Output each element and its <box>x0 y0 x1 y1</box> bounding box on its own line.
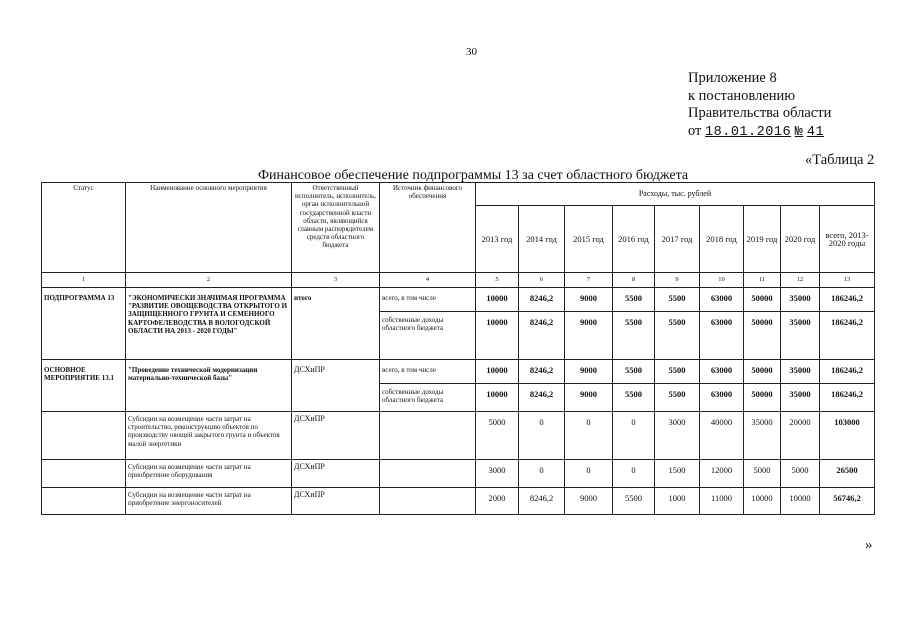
number-value: 41 <box>806 124 825 140</box>
value-cell: 5500 <box>655 312 700 360</box>
table-row <box>42 412 875 460</box>
header-measure: Наименование основного мероприятия <box>126 183 292 273</box>
index-cell: 1 <box>42 273 126 288</box>
value-cell: 50000 <box>744 384 781 412</box>
index-cell: 6 <box>519 273 565 288</box>
status-cell: ПОДПРОГРАММА 13 <box>42 288 126 360</box>
header-year-2019: 2019 год <box>744 206 781 273</box>
source-cell: собственные доходы областного бюджета <box>380 312 476 360</box>
index-cell: 7 <box>565 273 613 288</box>
value-cell: 8246,2 <box>519 488 565 515</box>
header-status: Статус <box>42 183 126 273</box>
value-cell: 2000 <box>476 488 519 515</box>
value-cell: 186246,2 <box>820 312 875 360</box>
index-row <box>42 273 875 288</box>
value-cell: 10000 <box>744 488 781 515</box>
value-cell: 0 <box>613 412 655 460</box>
value-cell: 0 <box>613 460 655 488</box>
value-cell: 3000 <box>655 412 700 460</box>
value-cell: 10000 <box>476 360 519 384</box>
page-number: 30 <box>466 46 477 58</box>
value-cell: 10000 <box>476 312 519 360</box>
table-row <box>42 488 875 515</box>
header-year-2013: 2013 год <box>476 206 519 273</box>
value-cell: 12000 <box>700 460 744 488</box>
value-cell: 8246,2 <box>519 312 565 360</box>
value-cell: 10000 <box>476 288 519 312</box>
value-cell: 35000 <box>781 384 820 412</box>
value-cell: 8246,2 <box>519 384 565 412</box>
index-cell: 13 <box>820 273 875 288</box>
header-year-2017: 2017 год <box>655 206 700 273</box>
header-row-1 <box>42 183 875 206</box>
measure-cell: "Проведение технической модернизации материально-технической базы" <box>126 360 292 412</box>
appendix-line-3: Правительства области <box>688 105 832 121</box>
table-row <box>42 460 875 488</box>
header-executor: Ответственный исполнитель, исполнитель, орган исполнительной государственной власти области, являющийся главным распорядителем средств областного бюджета <box>292 183 380 273</box>
appendix-header <box>688 70 831 141</box>
index-cell: 8 <box>613 273 655 288</box>
value-cell: 26500 <box>820 460 875 488</box>
value-cell: 5000 <box>744 460 781 488</box>
value-cell: 3000 <box>476 460 519 488</box>
value-cell: 50000 <box>744 312 781 360</box>
date-value: 18.01.2016 <box>705 124 792 140</box>
number-prefix: № <box>794 124 804 140</box>
table-row <box>42 360 875 384</box>
value-cell: 5500 <box>613 488 655 515</box>
appendix-line-2: к постановлению <box>688 87 796 104</box>
value-cell: 5500 <box>613 384 655 412</box>
value-cell: 9000 <box>565 312 613 360</box>
value-cell: 10000 <box>781 488 820 515</box>
value-cell: 9000 <box>565 288 613 312</box>
source-cell <box>380 488 476 515</box>
value-cell: 5500 <box>613 288 655 312</box>
header-year-2015: 2015 год <box>565 206 613 273</box>
value-cell: 8246,2 <box>519 288 565 312</box>
appendix-date-line <box>688 123 831 142</box>
value-cell: 186246,2 <box>820 288 875 312</box>
closing-quote: » <box>865 537 873 553</box>
value-cell: 11000 <box>700 488 744 515</box>
status-cell <box>42 460 126 488</box>
value-cell: 5500 <box>613 360 655 384</box>
status-cell <box>42 488 126 515</box>
value-cell: 63000 <box>700 312 744 360</box>
value-cell: 10000 <box>476 384 519 412</box>
value-cell: 50000 <box>744 360 781 384</box>
value-cell: 9000 <box>565 488 613 515</box>
value-cell: 35000 <box>744 412 781 460</box>
index-cell: 4 <box>380 273 476 288</box>
value-cell: 35000 <box>781 288 820 312</box>
index-cell: 9 <box>655 273 700 288</box>
value-cell: 63000 <box>700 384 744 412</box>
value-cell: 0 <box>519 460 565 488</box>
index-cell: 11 <box>744 273 781 288</box>
value-cell: 40000 <box>700 412 744 460</box>
measure-cell: Субсидии на возмещение части затрат на приобретение энергоносителей <box>126 488 292 515</box>
value-cell: 0 <box>519 412 565 460</box>
value-cell: 9000 <box>565 360 613 384</box>
source-cell: всего, в том числе <box>380 360 476 384</box>
appendix-line-1: Приложение 8 <box>688 70 777 86</box>
source-cell: всего, в том числе <box>380 288 476 312</box>
status-cell <box>42 412 126 460</box>
value-cell: 186246,2 <box>820 384 875 412</box>
executor-cell: ДСХиПР <box>292 488 380 515</box>
value-cell: 20000 <box>781 412 820 460</box>
value-cell: 50000 <box>744 288 781 312</box>
value-cell: 186246,2 <box>820 360 875 384</box>
value-cell: 8246,2 <box>519 360 565 384</box>
executor-cell: ДСХиПР <box>292 360 380 412</box>
date-prefix: от <box>688 122 702 139</box>
source-cell: собственные доходы областного бюджета <box>380 384 476 412</box>
measure-cell: Субсидии на возмещение части затрат на строительство, реконструкцию объектов по производству овощей закрытого грунта и объектов малой энергетики <box>126 412 292 460</box>
executor-cell: ДСХиПР <box>292 412 380 460</box>
value-cell: 35000 <box>781 360 820 384</box>
header-expenses: Расходы, тыс. рублей <box>476 183 875 206</box>
document-title: Финансовое обеспечение подпрограммы 13 за счет областного бюджета <box>258 168 689 183</box>
value-cell: 35000 <box>781 312 820 360</box>
index-cell: 12 <box>781 273 820 288</box>
header-year-2020: 2020 год <box>781 206 820 273</box>
index-cell: 2 <box>126 273 292 288</box>
header-year-2016: 2016 год <box>613 206 655 273</box>
value-cell: 9000 <box>565 384 613 412</box>
header-year-2014: 2014 год <box>519 206 565 273</box>
value-cell: 63000 <box>700 288 744 312</box>
value-cell: 0 <box>565 412 613 460</box>
value-cell: 56746,2 <box>820 488 875 515</box>
value-cell: 5500 <box>655 288 700 312</box>
value-cell: 5500 <box>613 312 655 360</box>
header-year-2018: 2018 год <box>700 206 744 273</box>
source-cell <box>380 412 476 460</box>
executor-cell: ДСХиПР <box>292 460 380 488</box>
value-cell: 5500 <box>655 360 700 384</box>
value-cell: 63000 <box>700 360 744 384</box>
value-cell: 1500 <box>655 460 700 488</box>
value-cell: 0 <box>565 460 613 488</box>
header-source: Источник финансового обеспечения <box>380 183 476 273</box>
index-cell: 3 <box>292 273 380 288</box>
value-cell: 5000 <box>476 412 519 460</box>
value-cell: 103000 <box>820 412 875 460</box>
index-cell: 10 <box>700 273 744 288</box>
value-cell: 5000 <box>781 460 820 488</box>
measure-cell: Субсидии на возмещение части затрат на приобретение оборудования <box>126 460 292 488</box>
measure-cell: "ЭКОНОМИЧЕСКИ ЗНАЧИМАЯ ПРОГРАММА "РАЗВИТИЕ ОВОЩЕВОДСТВА ОТКРЫТОГО И ЗАЩИЩЕННОГО ГРУНТА И СЕМЕННОГО КАРТОФЕЛЕВОДСТВА В ВОЛОГОДСКОЙ ОБЛАСТИ НА 2013 - 2020 ГОДЫ" <box>126 288 292 360</box>
status-cell: ОСНОВНОЕ МЕРОПРИЯТИЕ 13.1 <box>42 360 126 412</box>
table-row <box>42 288 875 312</box>
table-label: «Таблица 2 <box>805 152 875 168</box>
index-cell: 5 <box>476 273 519 288</box>
header-total: всего, 2013- 2020 годы <box>820 206 875 273</box>
executor-cell: итого <box>292 288 380 360</box>
value-cell: 5500 <box>655 384 700 412</box>
financing-table <box>41 182 875 515</box>
value-cell: 1000 <box>655 488 700 515</box>
source-cell <box>380 460 476 488</box>
